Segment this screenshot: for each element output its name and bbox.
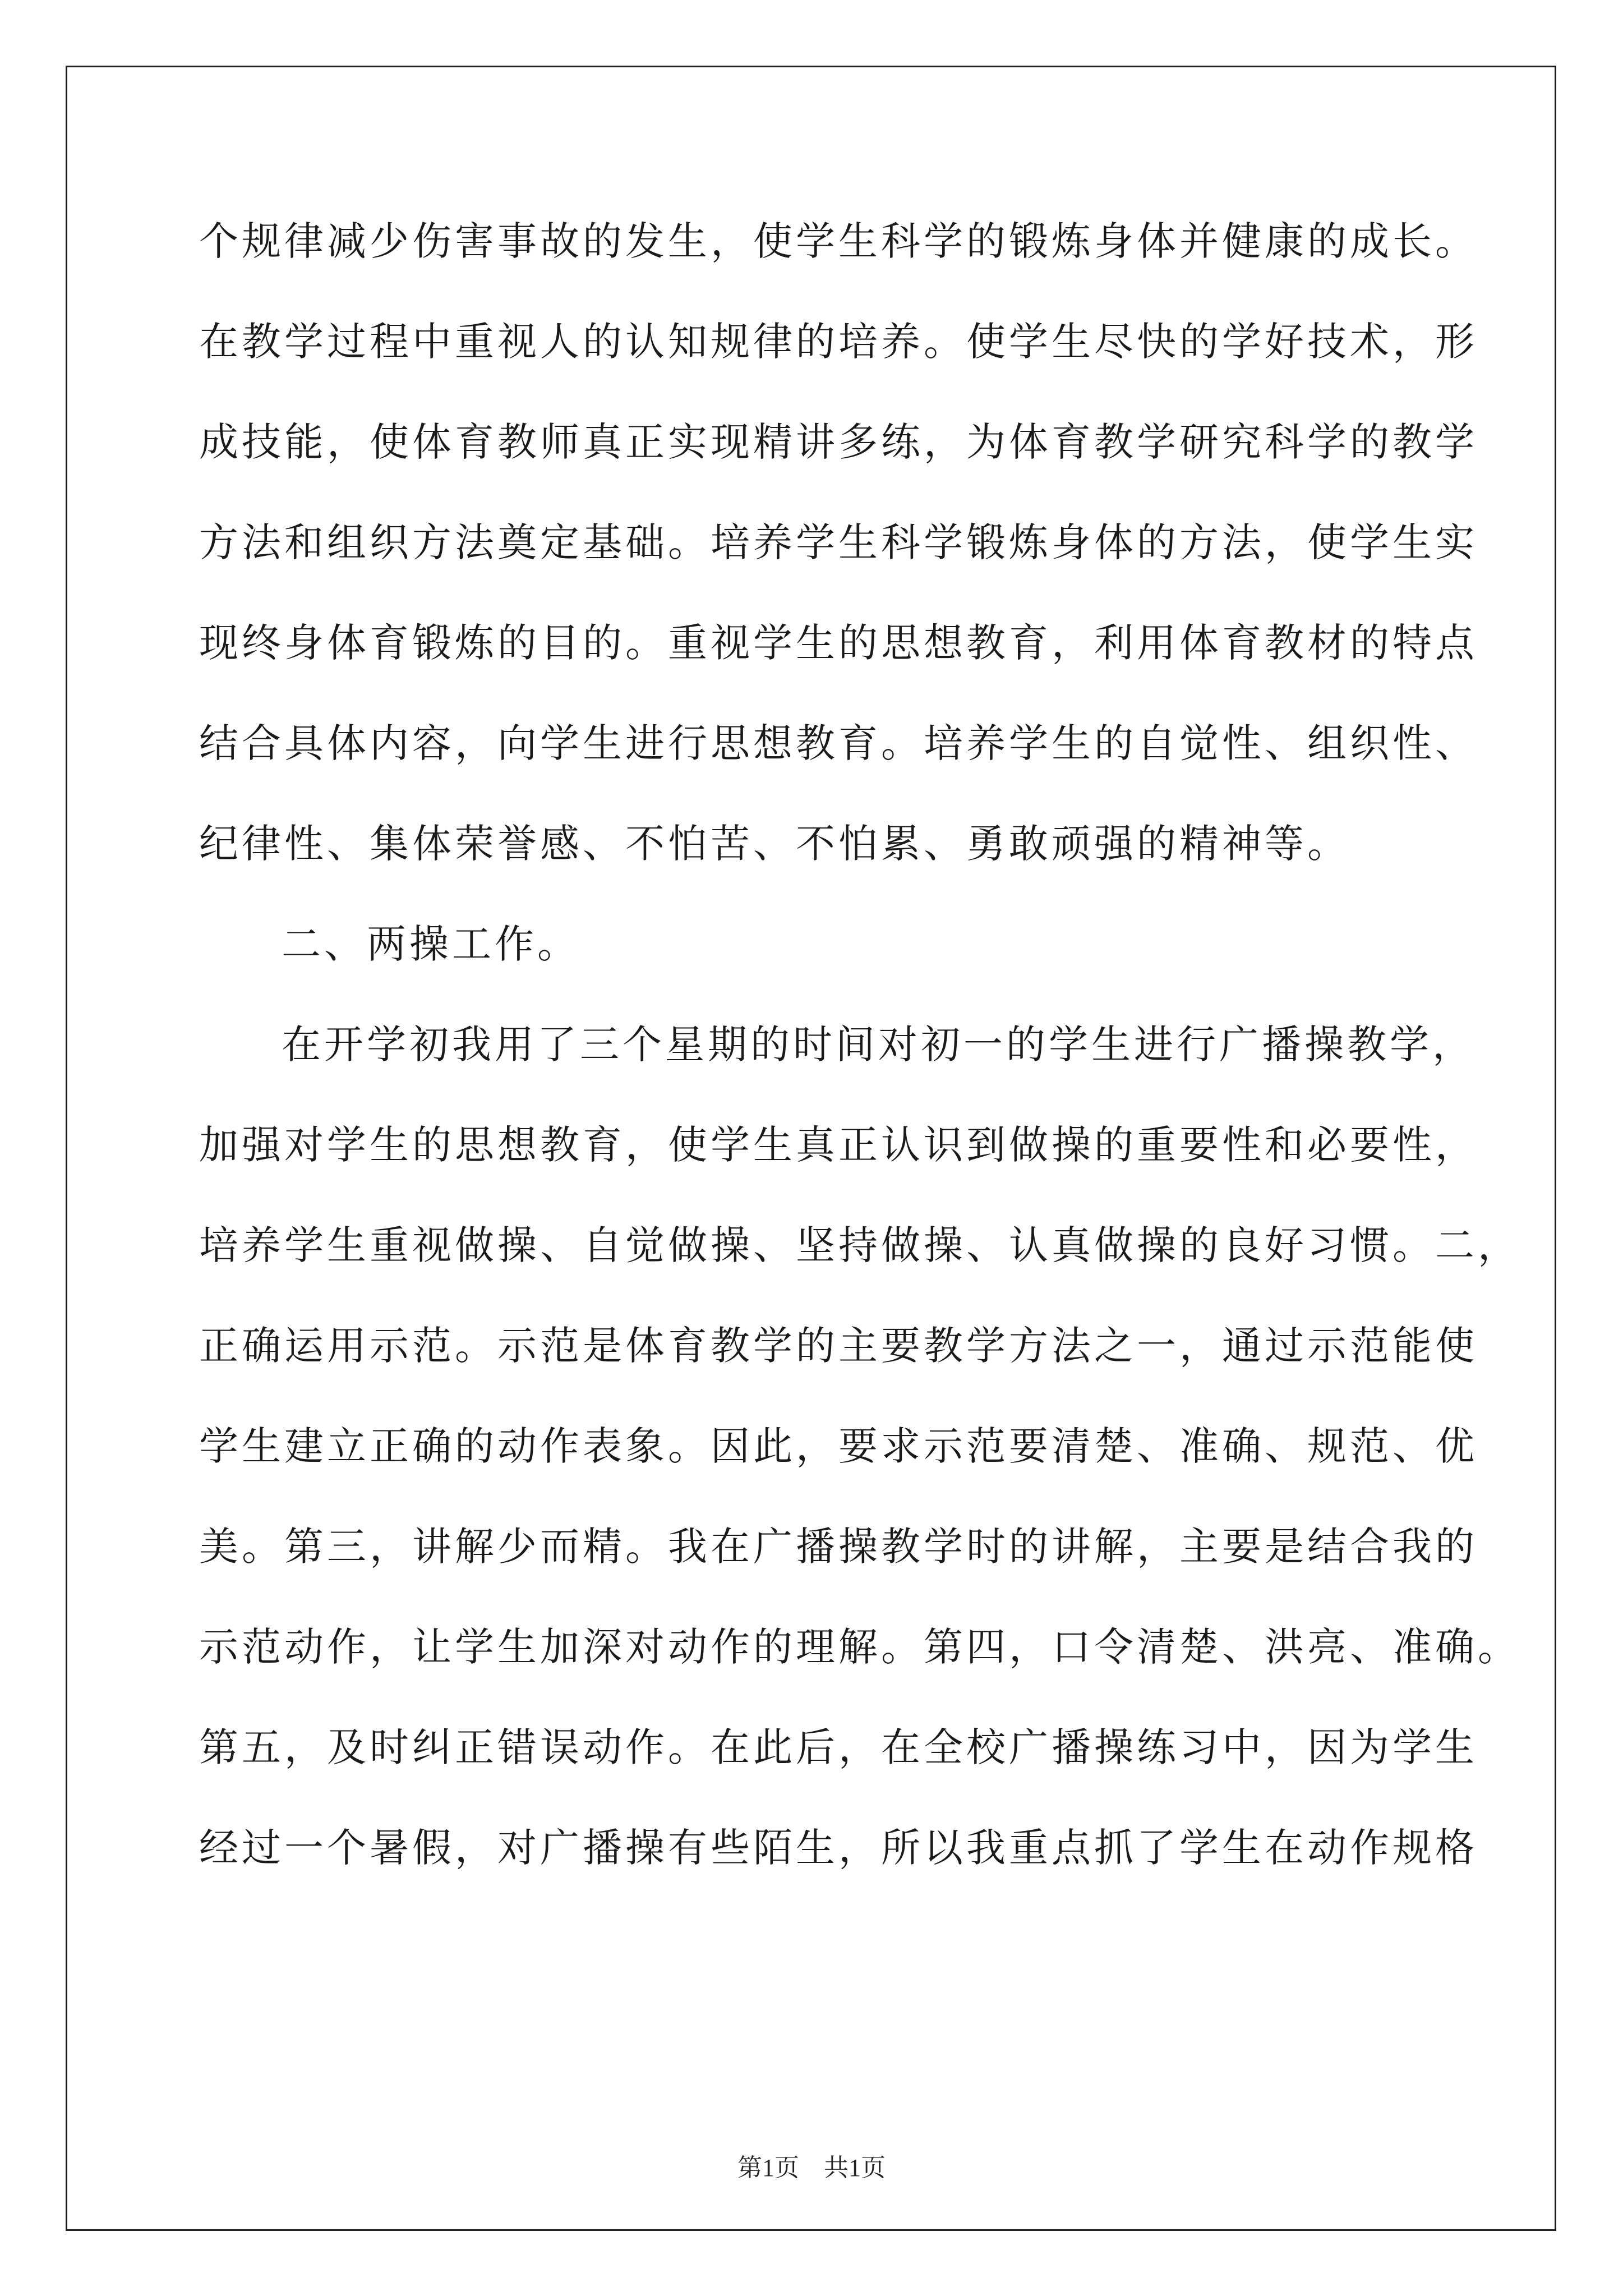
body-text-line: 培养学生重视做操、自觉做操、坚持做操、认真做操的良好习惯。二，: [199, 1222, 1520, 1268]
page-number-footer: 第1页 共1页: [737, 2154, 886, 2182]
body-text-line: 学生建立正确的动作表象。因此，要求示范要清楚、准确、规范、优: [199, 1423, 1478, 1469]
body-text-line: 第五，及时纠正错误动作。在此后，在全校广播操练习中，因为学生: [199, 1724, 1478, 1770]
body-text-line: 加强对学生的思想教育，使学生真正认识到做操的重要性和必要性，: [199, 1122, 1478, 1168]
body-text-line: 示范动作，让学生加深对动作的理解。第四，口令清楚、洪亮、准确。: [199, 1624, 1520, 1670]
body-text-line: 在教学过程中重视人的认知规律的培养。使学生尽快的学好技术，形: [199, 319, 1478, 365]
body-text-line: 个规律减少伤害事故的发生，使学生科学的锻炼身体并健康的成长。: [199, 218, 1478, 264]
body-text-line: 美。第三，讲解少而精。我在广播操教学时的讲解，主要是结合我的: [199, 1524, 1478, 1570]
body-text-line: 正确运用示范。示范是体育教学的主要教学方法之一，通过示范能使: [199, 1323, 1478, 1369]
body-text-line: 成技能，使体育教师真正实现精讲多练，为体育教学研究科学的教学: [199, 419, 1478, 465]
body-text-line: 在开学初我用了三个星期的时间对初一的学生进行广播操教学，: [282, 1022, 1475, 1068]
section-heading: 二、两操工作。: [282, 921, 580, 967]
body-text-line: 纪律性、集体荣誉感、不怕苦、不怕累、勇敢顽强的精神等。: [199, 821, 1350, 867]
body-text-line: 经过一个暑假，对广播操有些陌生，所以我重点抓了学生在动作规格: [199, 1825, 1478, 1871]
body-text-line: 现终身体育锻炼的目的。重视学生的思想教育，利用体育教材的特点: [199, 620, 1478, 666]
body-text-line: 结合具体内容，向学生进行思想教育。培养学生的自觉性、组织性、: [199, 720, 1478, 766]
body-text-line: 方法和组织方法奠定基础。培养学生科学锻炼身体的方法，使学生实: [199, 519, 1478, 565]
